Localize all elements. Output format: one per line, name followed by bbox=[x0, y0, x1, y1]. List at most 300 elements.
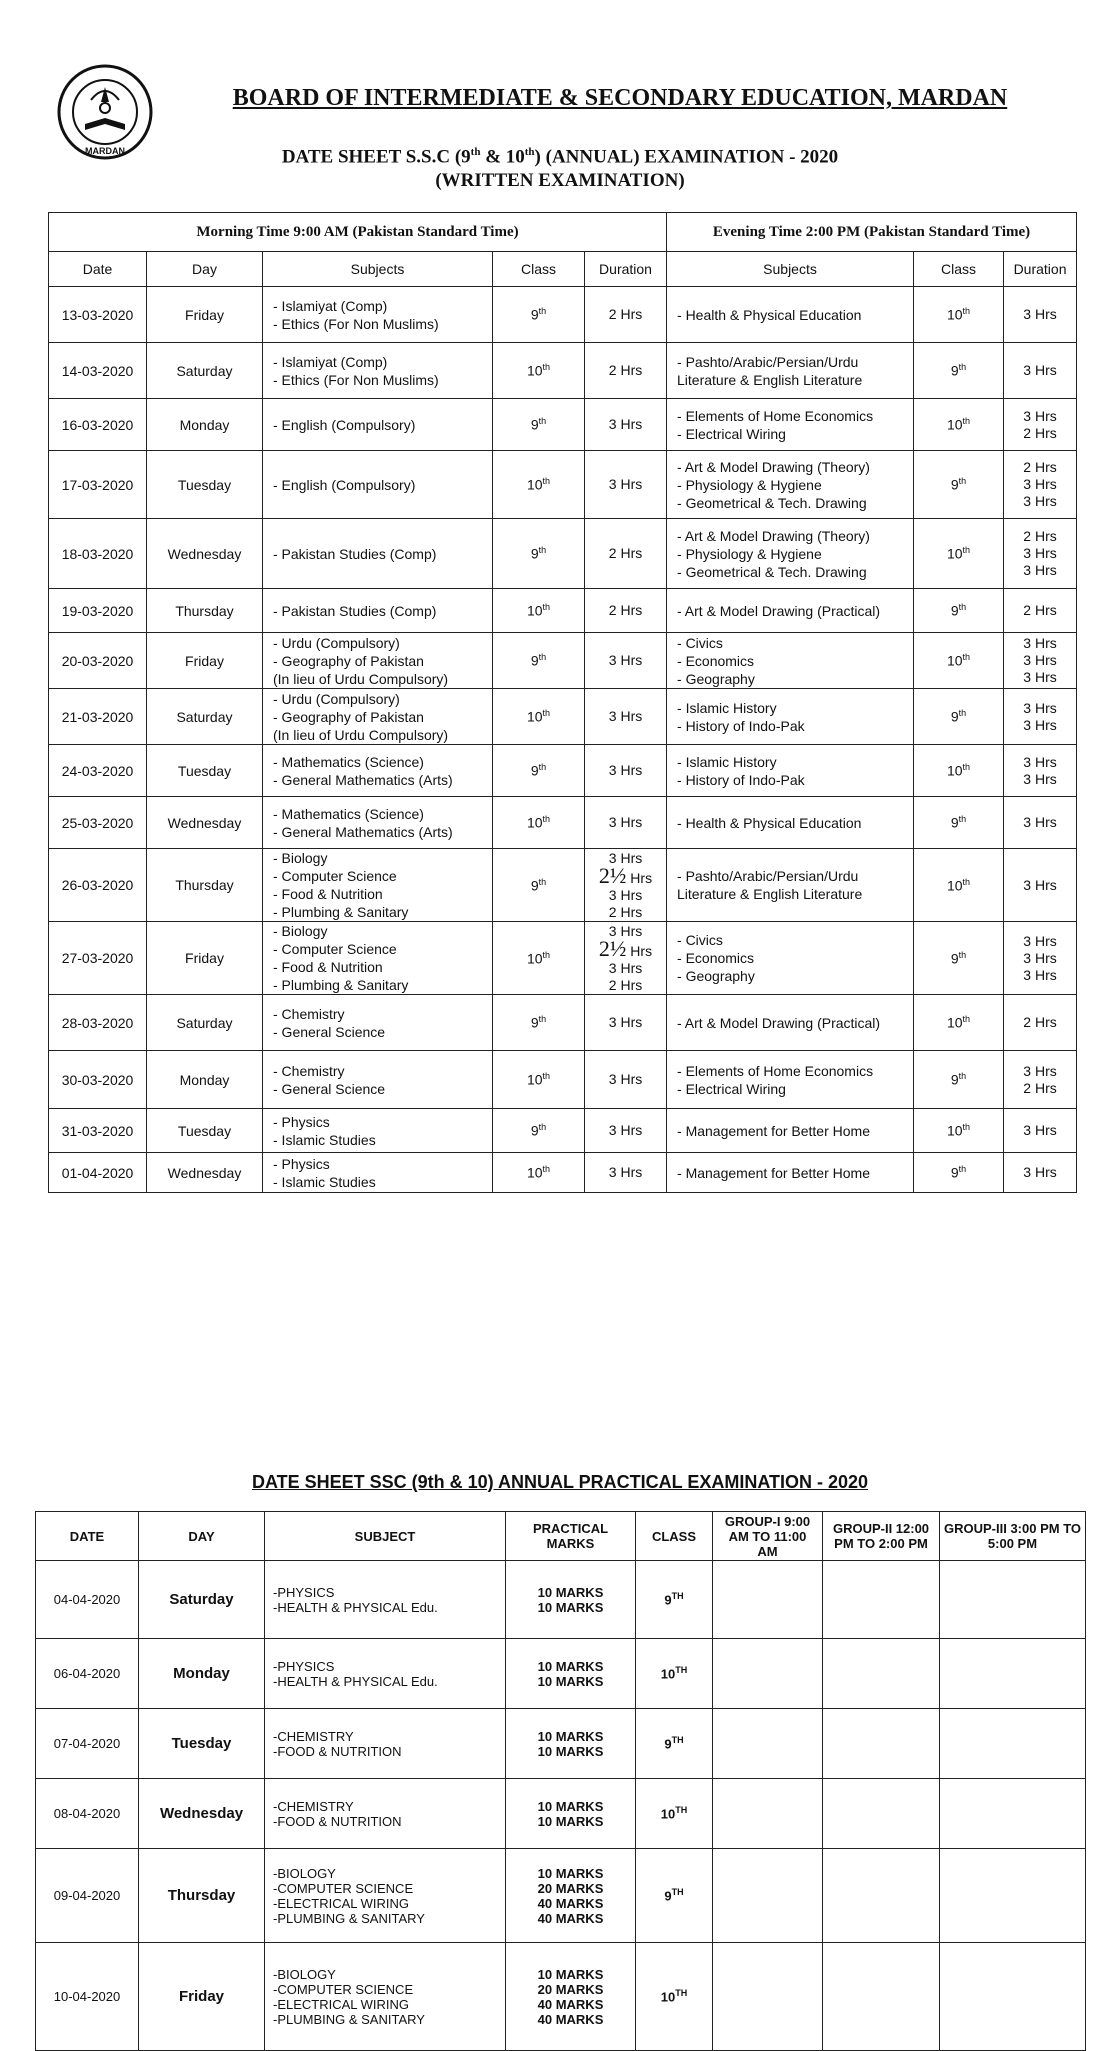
practical-day: Friday bbox=[139, 1943, 265, 2051]
evening-duration bbox=[1004, 399, 1077, 451]
class-number: 10 bbox=[526, 476, 543, 493]
subject-line: - Islamic Studies bbox=[273, 1173, 376, 1190]
duration-line: 3 Hrs bbox=[1023, 699, 1057, 716]
class-number: 9 bbox=[950, 1071, 959, 1088]
class-number: 9 bbox=[530, 306, 539, 323]
morning-class bbox=[493, 849, 585, 922]
duration-line: 3 Hrs bbox=[1023, 770, 1057, 787]
morning-class bbox=[493, 399, 585, 451]
marks-line: 10 MARKS bbox=[537, 1743, 604, 1759]
evening-subjects bbox=[667, 1109, 914, 1153]
duration-line: 3 Hrs bbox=[1023, 1164, 1057, 1180]
exam-row bbox=[49, 633, 1077, 689]
practical-class bbox=[636, 1639, 713, 1709]
duration-line: 3 Hrs bbox=[608, 1014, 643, 1030]
duration-line: 3 Hrs bbox=[1023, 545, 1057, 561]
duration-line: 3 Hrs bbox=[1023, 306, 1057, 322]
class-number: 9 bbox=[664, 1888, 672, 1904]
evening-duration bbox=[1004, 343, 1077, 399]
morning-subjects bbox=[263, 745, 493, 797]
practical-date: 09-04-2020 bbox=[36, 1849, 139, 1943]
col-evening-class: Class bbox=[914, 252, 1004, 287]
evening-class bbox=[914, 343, 1004, 399]
class-number: 9 bbox=[950, 1164, 959, 1181]
evening-duration bbox=[1004, 745, 1077, 797]
exam-date: 16-03-2020 bbox=[49, 399, 147, 451]
subject-line: - General Mathematics (Arts) bbox=[273, 823, 453, 840]
class-suffix: th bbox=[542, 708, 551, 719]
marks-line: 10 MARKS bbox=[537, 1584, 604, 1600]
subject-line: - Physics bbox=[273, 1155, 330, 1172]
class-number: 10 bbox=[526, 950, 543, 967]
class-suffix: th bbox=[542, 1071, 551, 1082]
board-title: BOARD OF INTERMEDIATE & SECONDARY EDUCATION, MARDAN bbox=[232, 85, 1008, 111]
class-number: 10 bbox=[526, 1164, 543, 1181]
evening-subjects bbox=[667, 1153, 914, 1193]
class-suffix: th bbox=[958, 1164, 967, 1175]
group-2-slot bbox=[823, 1943, 940, 2051]
group-2-slot bbox=[823, 1561, 940, 1639]
class-number: 9 bbox=[950, 950, 959, 967]
subject-line: (In lieu of Urdu Compulsory) bbox=[273, 670, 449, 687]
duration-line: 3 Hrs bbox=[1023, 652, 1057, 668]
class-number: 10 bbox=[946, 416, 963, 433]
morning-duration bbox=[585, 995, 667, 1051]
class-number: 9 bbox=[530, 652, 539, 669]
evening-subjects bbox=[667, 689, 914, 745]
class-suffix: th bbox=[538, 1122, 547, 1133]
exam-day: Tuesday bbox=[147, 745, 263, 797]
duration-line: 3 Hrs bbox=[1023, 476, 1057, 492]
morning-subjects bbox=[263, 399, 493, 451]
class-number: 10 bbox=[660, 1666, 676, 1682]
exam-row bbox=[49, 797, 1077, 849]
col-morning-duration: Duration bbox=[585, 252, 667, 287]
practical-row bbox=[36, 1849, 1086, 1943]
evening-class bbox=[914, 519, 1004, 589]
evening-duration bbox=[1004, 797, 1077, 849]
morning-class bbox=[493, 451, 585, 519]
subject-line: - Economics bbox=[677, 652, 755, 669]
morning-subjects bbox=[263, 849, 493, 922]
morning-class bbox=[493, 922, 585, 995]
evening-class bbox=[914, 451, 1004, 519]
practical-date: 04-04-2020 bbox=[36, 1561, 139, 1639]
class-number: 9 bbox=[530, 762, 539, 779]
class-suffix: th bbox=[542, 602, 551, 613]
exam-row bbox=[49, 451, 1077, 519]
duration-line: 3 Hrs bbox=[1023, 932, 1057, 949]
exam-day: Tuesday bbox=[147, 451, 263, 519]
class-number: 9 bbox=[530, 416, 539, 433]
subject-line: - Physiology & Hygiene bbox=[677, 476, 822, 493]
class-suffix: th bbox=[542, 1164, 551, 1175]
class-number: 10 bbox=[946, 762, 963, 779]
morning-duration bbox=[585, 589, 667, 633]
practical-subjects bbox=[265, 1849, 506, 1943]
group-2-slot bbox=[823, 1709, 940, 1779]
exam-date: 25-03-2020 bbox=[49, 797, 147, 849]
morning-duration bbox=[585, 1153, 667, 1193]
subject-line: -HEALTH & PHYSICAL Edu. bbox=[273, 1599, 438, 1615]
sheet-title-part: DATE SHEET S.S.C (9 bbox=[281, 146, 471, 168]
class-number: 9 bbox=[950, 476, 959, 493]
duration-line: 3 Hrs bbox=[1023, 1122, 1057, 1138]
exam-day: Monday bbox=[147, 399, 263, 451]
duration-line: 2 Hrs bbox=[1023, 424, 1057, 441]
class-number: 10 bbox=[946, 545, 963, 562]
morning-class bbox=[493, 287, 585, 343]
evening-duration bbox=[1004, 589, 1077, 633]
practical-marks bbox=[506, 1849, 636, 1943]
class-suffix: th bbox=[538, 652, 547, 663]
class-suffix: th bbox=[958, 814, 967, 825]
subject-line: - Art & Model Drawing (Theory) bbox=[677, 527, 870, 544]
column-header-row bbox=[49, 252, 1077, 287]
marks-line: 20 MARKS bbox=[537, 1981, 604, 1997]
duration-line: 3 Hrs bbox=[608, 959, 643, 976]
subject-line: - Economics bbox=[677, 950, 755, 966]
practical-row bbox=[36, 1779, 1086, 1849]
duration-line: 3 Hrs bbox=[1023, 362, 1057, 378]
subject-line: - Geography of Pakistan bbox=[273, 708, 424, 725]
class-suffix: th bbox=[538, 876, 547, 887]
duration-line: 3 Hrs bbox=[1023, 814, 1057, 830]
duration-line: 3 Hrs bbox=[608, 476, 643, 492]
subject-line: -PLUMBING & SANITARY bbox=[273, 1910, 425, 1926]
subject-line: - History of Indo-Pak bbox=[677, 771, 805, 788]
evening-subjects bbox=[667, 633, 914, 689]
sheet-title-part: ) (ANNUAL) EXAMINATION - 2020 bbox=[534, 146, 839, 168]
duration-line: 3 Hrs bbox=[1023, 493, 1057, 509]
marks-line: 10 MARKS bbox=[537, 1813, 604, 1829]
exam-day: Thursday bbox=[147, 849, 263, 922]
class-number: 10 bbox=[526, 362, 543, 379]
group-2-slot bbox=[823, 1849, 940, 1943]
practical-class bbox=[636, 1709, 713, 1779]
exam-date: 14-03-2020 bbox=[49, 343, 147, 399]
subject-line: - Geography bbox=[677, 670, 755, 687]
class-number: 10 bbox=[946, 306, 963, 323]
class-number: 10 bbox=[526, 814, 543, 831]
class-suffix: th bbox=[542, 476, 551, 487]
morning-subjects bbox=[263, 995, 493, 1051]
class-suffix: th bbox=[542, 814, 551, 825]
duration-line: 3 Hrs bbox=[1023, 876, 1057, 893]
col-evening-duration: Duration bbox=[1004, 252, 1077, 287]
sheet-title-sup: th bbox=[470, 146, 481, 158]
practical-class bbox=[636, 1943, 713, 2051]
practical-marks bbox=[506, 1639, 636, 1709]
exam-day: Monday bbox=[147, 1051, 263, 1109]
duration-line: 3 Hrs bbox=[608, 886, 643, 903]
duration-line: 2 Hrs bbox=[608, 306, 643, 322]
practical-marks bbox=[506, 1943, 636, 2051]
exam-day: Friday bbox=[147, 287, 263, 343]
exam-date: 18-03-2020 bbox=[49, 519, 147, 589]
morning-subjects bbox=[263, 343, 493, 399]
practical-day: Thursday bbox=[139, 1849, 265, 1943]
exam-date: 26-03-2020 bbox=[49, 849, 147, 922]
morning-duration bbox=[585, 519, 667, 589]
class-suffix: TH bbox=[675, 1665, 688, 1676]
class-suffix: th bbox=[538, 545, 547, 556]
morning-duration bbox=[585, 1109, 667, 1153]
morning-duration bbox=[585, 399, 667, 451]
written-exam-table bbox=[48, 212, 1077, 1193]
practical-marks bbox=[506, 1561, 636, 1639]
evening-class bbox=[914, 633, 1004, 689]
col-day: DAY bbox=[139, 1512, 265, 1561]
col-day: Day bbox=[147, 252, 263, 287]
morning-duration bbox=[585, 849, 667, 922]
class-suffix: TH bbox=[675, 1805, 688, 1816]
duration-line: 3 Hrs bbox=[608, 849, 643, 866]
class-number: 9 bbox=[950, 814, 959, 831]
marks-line: 20 MARKS bbox=[537, 1880, 604, 1896]
morning-duration bbox=[585, 1051, 667, 1109]
group-1-slot bbox=[713, 1709, 823, 1779]
morning-class bbox=[493, 1153, 585, 1193]
subject-line: - Health & Physical Education bbox=[677, 306, 862, 323]
subject-line: - Ethics (For Non Muslims) bbox=[273, 371, 439, 388]
practical-date: 10-04-2020 bbox=[36, 1943, 139, 2051]
class-suffix: th bbox=[542, 362, 551, 373]
evening-class bbox=[914, 399, 1004, 451]
subject-line: -PHYSICS bbox=[273, 1584, 335, 1600]
class-suffix: th bbox=[538, 416, 547, 427]
subject-line: - English (Compulsory) bbox=[273, 416, 416, 433]
marks-line: 40 MARKS bbox=[537, 1910, 604, 1926]
duration-line: 2 Hrs bbox=[1023, 1014, 1057, 1030]
class-number: 9 bbox=[950, 362, 959, 379]
practical-class bbox=[636, 1849, 713, 1943]
evening-class bbox=[914, 745, 1004, 797]
morning-duration bbox=[585, 633, 667, 689]
duration-line: 2 Hrs bbox=[608, 545, 643, 561]
marks-line: 10 MARKS bbox=[537, 1865, 604, 1881]
class-suffix: th bbox=[962, 652, 971, 663]
subject-line: - Chemistry bbox=[273, 1062, 345, 1079]
class-suffix: th bbox=[958, 1071, 967, 1082]
class-suffix: TH bbox=[675, 1988, 688, 1999]
morning-subjects bbox=[263, 1153, 493, 1193]
subject-line: - Art & Model Drawing (Theory) bbox=[677, 458, 870, 475]
evening-subjects bbox=[667, 797, 914, 849]
exam-row bbox=[49, 922, 1077, 995]
col-morning-subjects: Subjects bbox=[263, 252, 493, 287]
morning-class bbox=[493, 633, 585, 689]
class-number: 9 bbox=[530, 545, 539, 562]
morning-subjects bbox=[263, 287, 493, 343]
group-1-slot bbox=[713, 1849, 823, 1943]
evening-subjects bbox=[667, 519, 914, 589]
subject-line: -ELECTRICAL WIRING bbox=[273, 1895, 410, 1911]
col-morning-class: Class bbox=[493, 252, 585, 287]
duration-line: 2½ Hrs bbox=[598, 862, 653, 888]
subject-line: - General Science bbox=[273, 1023, 386, 1040]
class-suffix: th bbox=[958, 708, 967, 719]
subject-line: - Pashto/Arabic/Persian/Urdu bbox=[677, 868, 859, 884]
marks-line: 10 MARKS bbox=[537, 1966, 604, 1982]
subject-line: - Geometrical & Tech. Drawing bbox=[677, 494, 867, 511]
evening-duration bbox=[1004, 922, 1077, 995]
subject-line: - Geography bbox=[677, 968, 755, 984]
evening-duration bbox=[1004, 1153, 1077, 1193]
class-suffix: th bbox=[958, 949, 967, 960]
exam-row bbox=[49, 343, 1077, 399]
exam-date: 19-03-2020 bbox=[49, 589, 147, 633]
duration-line: 2 Hrs bbox=[1023, 602, 1057, 618]
evening-duration bbox=[1004, 287, 1077, 343]
subject-line: - Computer Science bbox=[273, 941, 397, 957]
class-suffix: th bbox=[538, 1014, 547, 1025]
exam-day: Friday bbox=[147, 922, 263, 995]
morning-duration bbox=[585, 797, 667, 849]
subject-line: - Urdu (Compulsory) bbox=[273, 634, 400, 651]
evening-class bbox=[914, 922, 1004, 995]
duration-line: 3 Hrs bbox=[1023, 407, 1057, 424]
subject-line: - Islamiyat (Comp) bbox=[273, 353, 388, 370]
practical-date: 07-04-2020 bbox=[36, 1709, 139, 1779]
practical-subjects bbox=[265, 1709, 506, 1779]
subject-line: - Plumbing & Sanitary bbox=[273, 977, 409, 993]
evening-shift-header: Evening Time 2:00 PM (Pakistan Standard Time) bbox=[667, 213, 1077, 252]
subject-line: Literature & English Literature bbox=[677, 371, 863, 388]
morning-subjects bbox=[263, 1109, 493, 1153]
col-subject: SUBJECT bbox=[265, 1512, 506, 1561]
exam-day: Saturday bbox=[147, 343, 263, 399]
evening-duration bbox=[1004, 1109, 1077, 1153]
morning-class bbox=[493, 689, 585, 745]
evening-subjects bbox=[667, 849, 914, 922]
subject-line: - Elements of Home Economics bbox=[677, 407, 874, 424]
duration-line: 3 Hrs bbox=[608, 1071, 643, 1087]
practical-day: Tuesday bbox=[139, 1709, 265, 1779]
practical-subjects bbox=[265, 1943, 506, 2051]
subject-line: - Computer Science bbox=[273, 868, 397, 884]
morning-subjects bbox=[263, 589, 493, 633]
marks-line: 10 MARKS bbox=[537, 1798, 604, 1814]
exam-date: 20-03-2020 bbox=[49, 633, 147, 689]
class-number: 9 bbox=[530, 1014, 539, 1031]
duration-line: 3 Hrs bbox=[1023, 949, 1057, 966]
class-number: 10 bbox=[946, 1122, 963, 1139]
practical-subjects bbox=[265, 1639, 506, 1709]
duration-line: 2 Hrs bbox=[608, 903, 643, 920]
marks-line: 10 MARKS bbox=[537, 1728, 604, 1744]
morning-subjects bbox=[263, 1051, 493, 1109]
evening-class bbox=[914, 995, 1004, 1051]
subject-line: -FOOD & NUTRITION bbox=[273, 1743, 402, 1759]
subject-line: - Pakistan Studies (Comp) bbox=[273, 545, 437, 562]
exam-date: 31-03-2020 bbox=[49, 1109, 147, 1153]
subject-line: - Urdu (Compulsory) bbox=[273, 690, 400, 707]
practical-day: Wednesday bbox=[139, 1779, 265, 1849]
col-evening-subjects: Subjects bbox=[667, 252, 914, 287]
class-suffix: th bbox=[962, 306, 971, 317]
subject-line: - Biology bbox=[273, 923, 328, 939]
practical-title: DATE SHEET SSC (9th & 10) ANNUAL PRACTICAL EXAMINATION - 2020 bbox=[251, 1472, 869, 1492]
class-number: 10 bbox=[526, 708, 543, 725]
evening-class bbox=[914, 589, 1004, 633]
col-date: DATE bbox=[36, 1512, 139, 1561]
morning-class bbox=[493, 995, 585, 1051]
morning-class bbox=[493, 1109, 585, 1153]
practical-day: Monday bbox=[139, 1639, 265, 1709]
morning-class bbox=[493, 519, 585, 589]
morning-class bbox=[493, 745, 585, 797]
evening-class bbox=[914, 1051, 1004, 1109]
exam-row bbox=[49, 849, 1077, 922]
morning-shift-header: Morning Time 9:00 AM (Pakistan Standard Time) bbox=[49, 213, 667, 252]
duration-line: 2 Hrs bbox=[608, 602, 643, 618]
marks-line: 10 MARKS bbox=[537, 1673, 604, 1689]
group-3-slot bbox=[940, 1849, 1086, 1943]
duration-line: 3 Hrs bbox=[608, 922, 643, 939]
group-2-slot bbox=[823, 1639, 940, 1709]
class-number: 9 bbox=[530, 877, 539, 894]
practical-marks bbox=[506, 1779, 636, 1849]
class-suffix: th bbox=[962, 762, 971, 773]
evening-class bbox=[914, 689, 1004, 745]
class-suffix: TH bbox=[671, 1887, 684, 1898]
class-suffix: th bbox=[962, 545, 971, 556]
class-number: 10 bbox=[946, 877, 963, 894]
evening-class bbox=[914, 287, 1004, 343]
practical-row bbox=[36, 1709, 1086, 1779]
duration-line: 2 Hrs bbox=[608, 362, 643, 378]
evening-duration bbox=[1004, 519, 1077, 589]
practical-subjects bbox=[265, 1561, 506, 1639]
class-number: 10 bbox=[660, 1806, 676, 1822]
evening-subjects bbox=[667, 589, 914, 633]
morning-subjects bbox=[263, 797, 493, 849]
evening-duration bbox=[1004, 633, 1077, 689]
class-suffix: th bbox=[958, 476, 967, 487]
group-1-slot bbox=[713, 1639, 823, 1709]
exam-day: Saturday bbox=[147, 689, 263, 745]
shift-header-row bbox=[49, 213, 1077, 252]
practical-class bbox=[636, 1561, 713, 1639]
class-suffix: th bbox=[542, 949, 551, 960]
exam-row bbox=[49, 995, 1077, 1051]
exam-row bbox=[49, 745, 1077, 797]
exam-row bbox=[49, 1051, 1077, 1109]
subject-line: - Elements of Home Economics bbox=[677, 1062, 874, 1079]
duration-line: 2 Hrs bbox=[1023, 528, 1057, 544]
duration-line: 2½ Hrs bbox=[598, 935, 653, 961]
marks-line: 40 MARKS bbox=[537, 2011, 604, 2027]
subject-line: - Islamic History bbox=[677, 699, 777, 716]
evening-class bbox=[914, 797, 1004, 849]
duration-line: 3 Hrs bbox=[1023, 753, 1057, 770]
subject-line: - Physiology & Hygiene bbox=[677, 545, 822, 562]
evening-class bbox=[914, 1109, 1004, 1153]
duration-line: 3 Hrs bbox=[608, 1164, 643, 1180]
group-1-slot bbox=[713, 1561, 823, 1639]
marks-line: 40 MARKS bbox=[537, 1895, 604, 1911]
col-group-3: GROUP-III 3:00 PM TO 5:00 PM bbox=[940, 1512, 1086, 1561]
evening-subjects bbox=[667, 995, 914, 1051]
subject-line: -COMPUTER SCIENCE bbox=[273, 1880, 414, 1896]
subject-line: - Art & Model Drawing (Practical) bbox=[677, 1014, 881, 1031]
group-3-slot bbox=[940, 1639, 1086, 1709]
morning-class bbox=[493, 797, 585, 849]
morning-class bbox=[493, 1051, 585, 1109]
exam-day: Tuesday bbox=[147, 1109, 263, 1153]
evening-duration bbox=[1004, 451, 1077, 519]
